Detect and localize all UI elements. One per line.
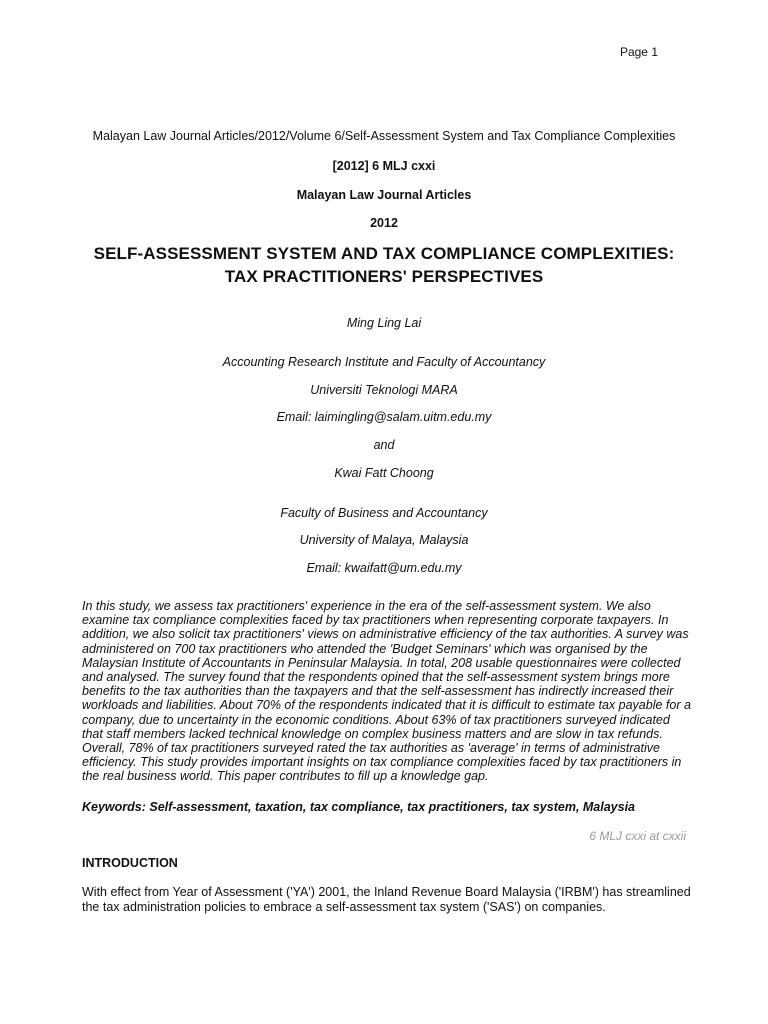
publication-year: 2012 [370,216,398,230]
title-line-1: SELF-ASSESSMENT SYSTEM AND TAX COMPLIANCE COMPLEXITIES: [93,244,675,263]
author-2-email: Email: kwaifatt@um.edu.my [306,561,462,575]
title-line-2: TAX PRACTITIONERS' PERSPECTIVES [224,267,544,286]
author-2-affiliation-1: Faculty of Business and Accountancy [280,506,488,520]
page-reference: 6 MLJ cxxi at cxxii [589,829,686,843]
introduction-heading: INTRODUCTION [82,856,178,870]
journal-name: Malayan Law Journal Articles [296,188,472,202]
author-1-affiliation-2: Universiti Teknologi MARA [310,383,458,397]
author-2-name: Kwai Fatt Choong [334,466,434,480]
authors-and: and [373,438,395,452]
abstract: In this study, we assess tax practitioners' experience in the era of the self-assessment system. We also examine tax compliance complexities faced by tax practitioners when representing corporate taxpayers. In addition, we also solicit tax practitioners' views on administrative efficiency of the tax authorities. A survey was administered on 700 tax practitioners who attended the 'Budget Seminars' which was organised by the Malaysian Institute of Accountants in Peninsular Malaysia. In total, 208 usable questionnaires were collected and analysed. The survey found that the respondents opined that the self-assessment system brings more benefits to the tax authorities than the taxpayers and that the self-assessment has indirectly increased their workloads and liabilities. About 70% of the respondents indicated that it is difficult to estimate tax payable for a company, due to uncertainty in the economic conditions. About 63% of tax practitioners surveyed indicated that staff members lacked technical knowledge on complex business matters and are slow in tax refunds. Overall, 78% of tax practitioners surveyed rated the tax authorities as 'average' in terms of administrative efficiency. This study provides important insights on tax compliance complexities faced by tax practitioners in the real business world. This paper contributes to fill up a knowledge gap. [82,599,691,784]
keywords: Keywords: Self-assessment, taxation, tax compliance, tax practitioners, tax system, Malaysia [82,800,636,814]
article-title [0,242,768,288]
author-2-affiliation-2: University of Malaya, Malaysia [299,533,469,547]
journal-path: Malayan Law Journal Articles/2012/Volume 6/Self-Assessment System and Tax Compliance Complexities [92,129,676,143]
page-number: Page 1 [619,45,658,59]
citation: [2012] 6 MLJ cxxi [332,159,436,173]
author-1-affiliation-1: Accounting Research Institute and Faculty of Accountancy [222,355,546,369]
author-1-name: Ming Ling Lai [346,316,422,330]
author-1-email: Email: laimingling@salam.uitm.edu.my [276,410,492,424]
introduction-paragraph: With effect from Year of Assessment ('YA') 2001, the Inland Revenue Board Malaysia ('IRBM') has streamlined the tax administration policies to embrace a self-assessment tax system ('SAS') on companies. [82,885,691,914]
